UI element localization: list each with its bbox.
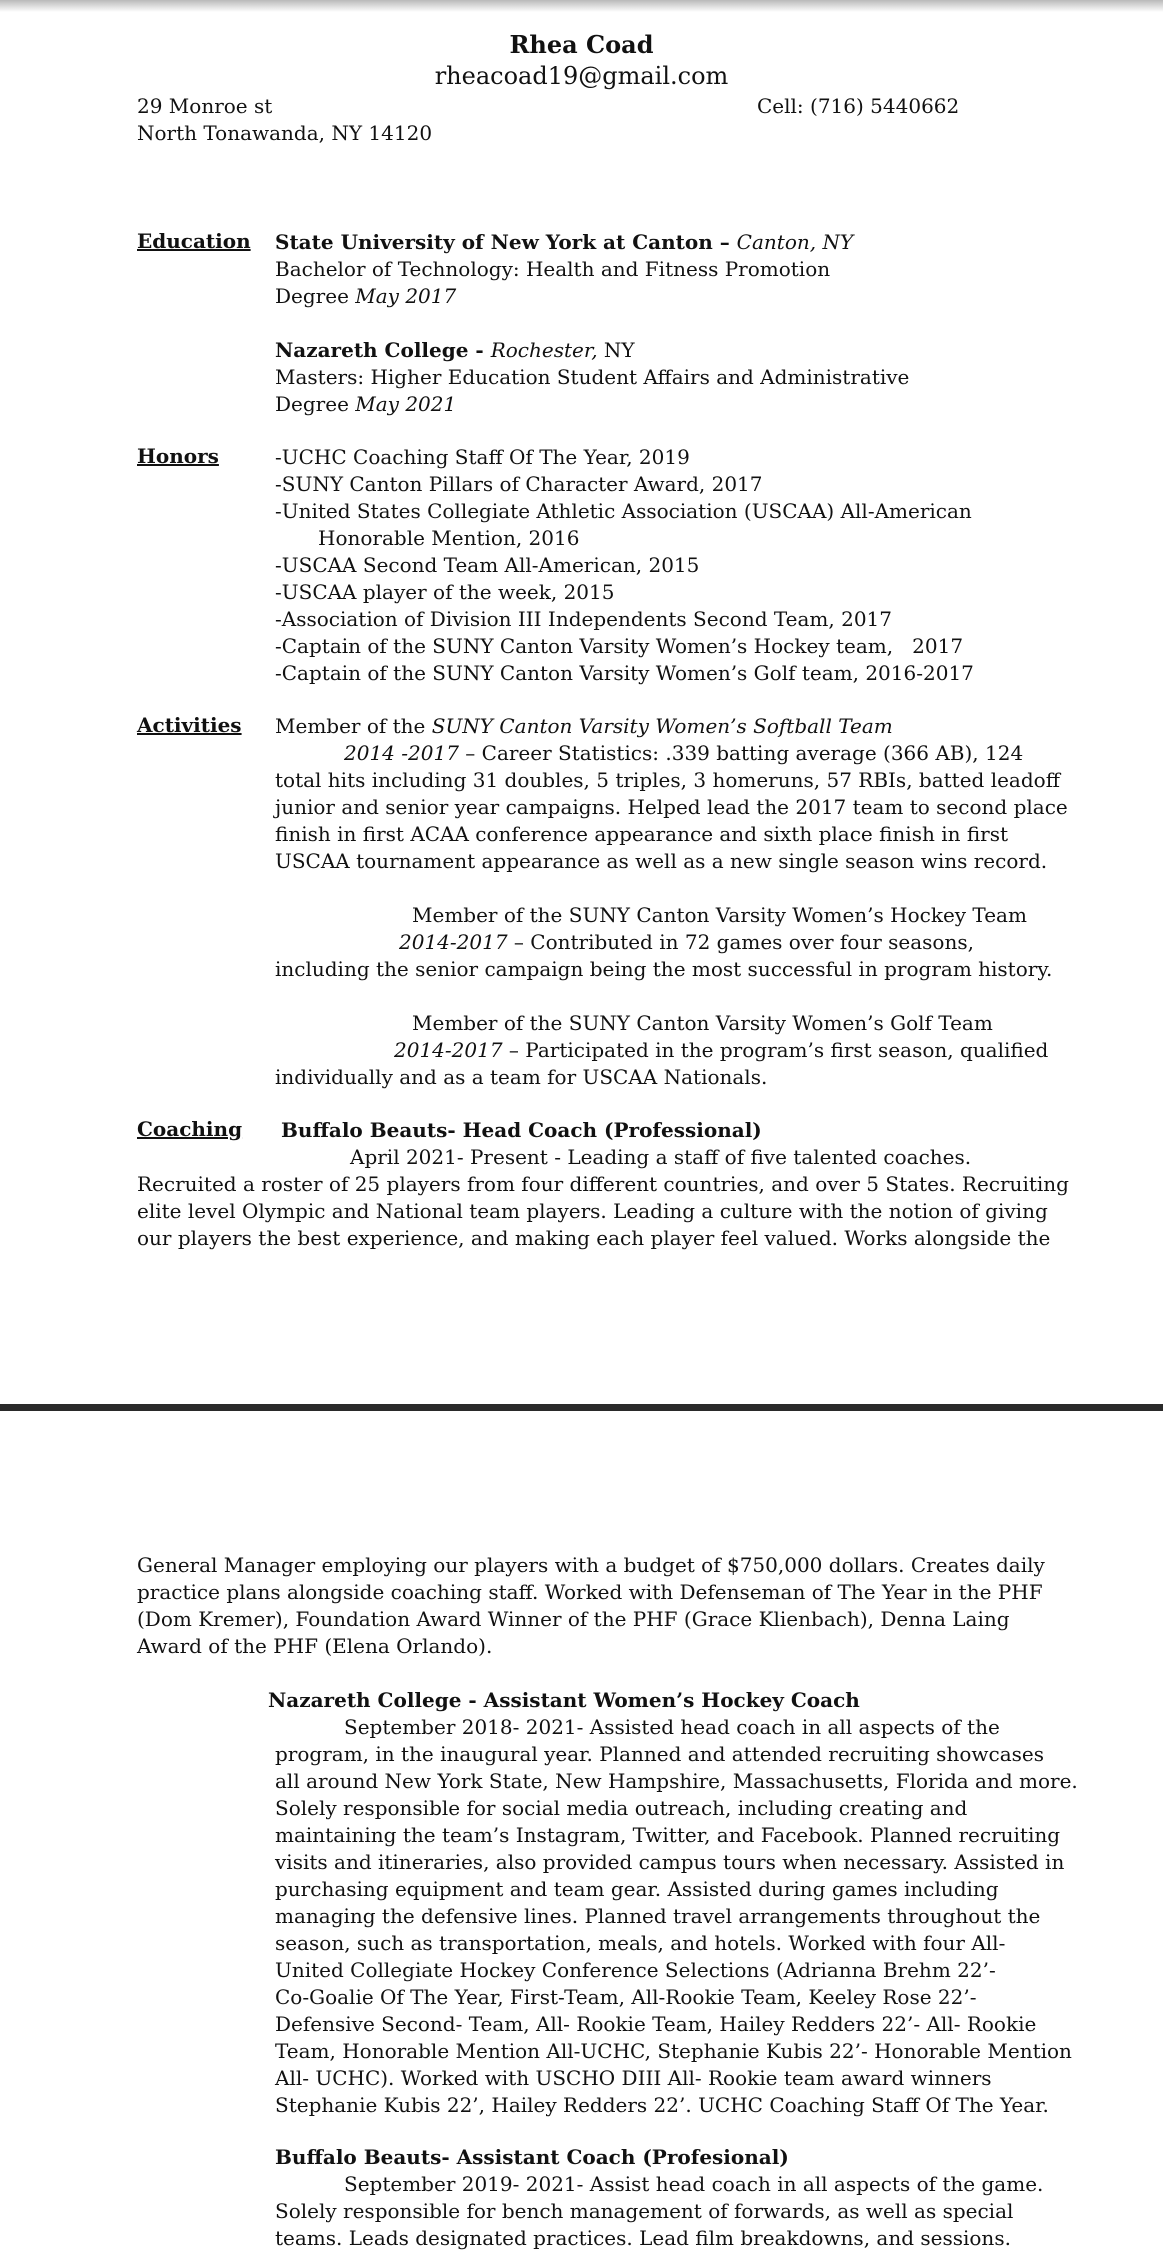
section-heading-education: Education <box>137 229 251 253</box>
degree-date: May 2017 <box>355 284 457 308</box>
coaching-text: April 2021- Present - Leading a staff of five talented coaches. <box>350 1145 972 1169</box>
activity-text: – Participated in the program’s first season, qualified <box>502 1038 1049 1062</box>
section-heading-honors: Honors <box>137 444 219 468</box>
school-name: Nazareth College - <box>275 338 491 362</box>
coaching-text: General Manager employing our players with a budget of $750,000 dollars. Creates daily <box>137 1553 1045 1577</box>
coaching-text: practice plans alongside coaching staff. Worked with Defenseman of The Year in the PHF <box>137 1580 1043 1604</box>
candidate-name: Rhea Coad <box>509 30 654 59</box>
activity-hockey-title: Member of the SUNY Canton Varsity Women’s Hockey Team <box>412 903 1027 927</box>
activity-text: total hits including 31 doubles, 5 triples, 3 homeruns, 57 RBIs, batted leadoff <box>275 768 1060 792</box>
activity-golf-title: Member of the SUNY Canton Varsity Women’s Golf Team <box>412 1011 993 1035</box>
coaching-text: elite level Olympic and National team players. Leading a culture with the notion of giving <box>137 1199 1048 1223</box>
degree-date-line <box>275 391 456 418</box>
school-name: State University of New York at Canton – <box>275 230 737 254</box>
degree-title: Bachelor of Technology: Health and Fitness Promotion <box>275 257 831 281</box>
honor-item-continuation: Honorable Mention, 2016 <box>318 526 580 550</box>
coaching-text: teams. Leads designated practices. Lead film breakdowns, and sessions. <box>275 2226 1011 2250</box>
coaching-text: United Collegiate Hockey Conference Selections (Adrianna Brehm 22’- <box>275 1958 996 1982</box>
activity-text: USCAA tournament appearance as well as a new single season wins record. <box>275 849 1048 873</box>
honor-item: -UCHC Coaching Staff Of The Year, 2019 <box>275 445 690 469</box>
activity-text: – Contributed in 72 games over four seasons, <box>507 930 974 954</box>
phone-number: Cell: (716) 5440662 <box>757 94 960 118</box>
activity-softball-years-line <box>344 740 1023 767</box>
coaching-text: purchasing equipment and team gear. Assisted during games including <box>275 1877 999 1901</box>
coaching-text: managing the defensive lines. Planned travel arrangements throughout the <box>275 1904 1041 1928</box>
coaching-text: September 2018- 2021- Assisted head coach in all aspects of the <box>344 1715 1000 1739</box>
coaching-text: All- UCHC). Worked with USCHO DIII All- Rookie team award winners <box>275 2066 992 2090</box>
activity-text: including the senior campaign being the most successful in program history. <box>275 957 1053 981</box>
activity-text: finish in first ACAA conference appearance and sixth place finish in first <box>275 822 1009 846</box>
honor-item: -USCAA player of the week, 2015 <box>275 580 615 604</box>
coaching-text: program, in the inaugural year. Planned and attended recruiting showcases <box>275 1742 1044 1766</box>
honor-item: -Captain of the SUNY Canton Varsity Women’s Golf team, 2016-2017 <box>275 661 974 685</box>
coaching-text: (Dom Kremer), Foundation Award Winner of the PHF (Grace Klienbach), Denna Laing <box>137 1607 1010 1631</box>
activity-text: individually and as a team for USCAA Nationals. <box>275 1065 768 1089</box>
honor-item: -United States Collegiate Athletic Association (USCAA) All-American <box>275 499 972 523</box>
coaching-job-title: Buffalo Beauts- Assistant Coach (Profesional) <box>275 2145 789 2169</box>
degree-date-line <box>275 283 456 310</box>
coaching-text: Solely responsible for bench management of forwards, as well as special <box>275 2199 1014 2223</box>
degree-prefix: Degree <box>275 284 356 308</box>
top-shadow <box>0 0 1163 12</box>
school-location: Canton, NY <box>736 230 854 254</box>
coaching-text: all around New York State, New Hampshire, Massachusetts, Florida and more. <box>275 1769 1078 1793</box>
section-heading-activities: Activities <box>137 713 242 737</box>
degree-prefix: Degree <box>275 392 356 416</box>
activity-years: 2014-2017 <box>394 1038 503 1062</box>
education-school-1 <box>275 229 853 256</box>
coaching-text: Team, Honorable Mention All-UCHC, Stephanie Kubis 22’- Honorable Mention <box>275 2039 1072 2063</box>
coaching-text: Stephanie Kubis 22’, Hailey Redders 22’. UCHC Coaching Staff Of The Year. <box>275 2093 1049 2117</box>
coaching-text: Solely responsible for social media outreach, including creating and <box>275 1796 968 1820</box>
activity-golf-years-line <box>394 1037 1048 1064</box>
degree-title: Masters: Higher Education Student Affairs and Administrative <box>275 365 910 389</box>
activity-title-prefix: Member of the <box>275 714 432 738</box>
coaching-text: maintaining the team’s Instagram, Twitter, and Facebook. Planned recruiting <box>275 1823 1061 1847</box>
honor-item: -USCAA Second Team All-American, 2015 <box>275 553 700 577</box>
coaching-text: our players the best experience, and making each player feel valued. Works alongside the <box>137 1226 1051 1250</box>
activity-years: 2014-2017 <box>399 930 508 954</box>
honor-item: -Association of Division III Independents Second Team, 2017 <box>275 607 892 631</box>
coaching-text: Award of the PHF (Elena Orlando). <box>137 1634 493 1658</box>
section-heading-coaching: Coaching <box>137 1117 243 1141</box>
activity-hockey-years-line <box>399 929 974 956</box>
coaching-text: Recruited a roster of 25 players from four different countries, and over 5 States. Recruiting <box>137 1172 1069 1196</box>
activity-softball-title <box>275 713 893 740</box>
activity-team-name: SUNY Canton Varsity Women’s Softball Team <box>431 714 893 738</box>
education-school-2 <box>275 337 635 364</box>
school-state: NY <box>597 338 635 362</box>
honor-item: -Captain of the SUNY Canton Varsity Women’s Hockey team, 2017 <box>275 634 964 658</box>
coaching-text: September 2019- 2021- Assist head coach in all aspects of the game. <box>344 2172 1044 2196</box>
honor-item: -SUNY Canton Pillars of Character Award, 2017 <box>275 472 763 496</box>
candidate-email: rheacoad19@gmail.com <box>434 62 729 90</box>
address-street: 29 Monroe st <box>137 94 273 118</box>
address-city: North Tonawanda, NY 14120 <box>137 121 433 145</box>
activity-years: 2014 -2017 <box>344 741 459 765</box>
page-divider <box>0 1404 1163 1411</box>
degree-date: May 2021 <box>355 392 457 416</box>
coaching-text: season, such as transportation, meals, and hotels. Worked with four All- <box>275 1931 1006 1955</box>
coaching-text: Co-Goalie Of The Year, First-Team, All-Rookie Team, Keeley Rose 22’- <box>275 1985 977 2009</box>
coaching-job-title: Buffalo Beauts- Head Coach (Professional) <box>281 1118 762 1142</box>
coaching-text: Defensive Second- Team, All- Rookie Team, Hailey Redders 22’- All- Rookie <box>275 2012 1037 2036</box>
coaching-job-title: Nazareth College - Assistant Women’s Hockey Coach <box>268 1688 860 1712</box>
activity-text: – Career Statistics: .339 batting average (366 AB), 124 <box>458 741 1024 765</box>
activity-text: junior and senior year campaigns. Helped lead the 2017 team to second place <box>275 795 1068 819</box>
coaching-text: visits and itineraries, also provided campus tours when necessary. Assisted in <box>275 1850 1065 1874</box>
school-location: Rochester, <box>490 338 598 362</box>
